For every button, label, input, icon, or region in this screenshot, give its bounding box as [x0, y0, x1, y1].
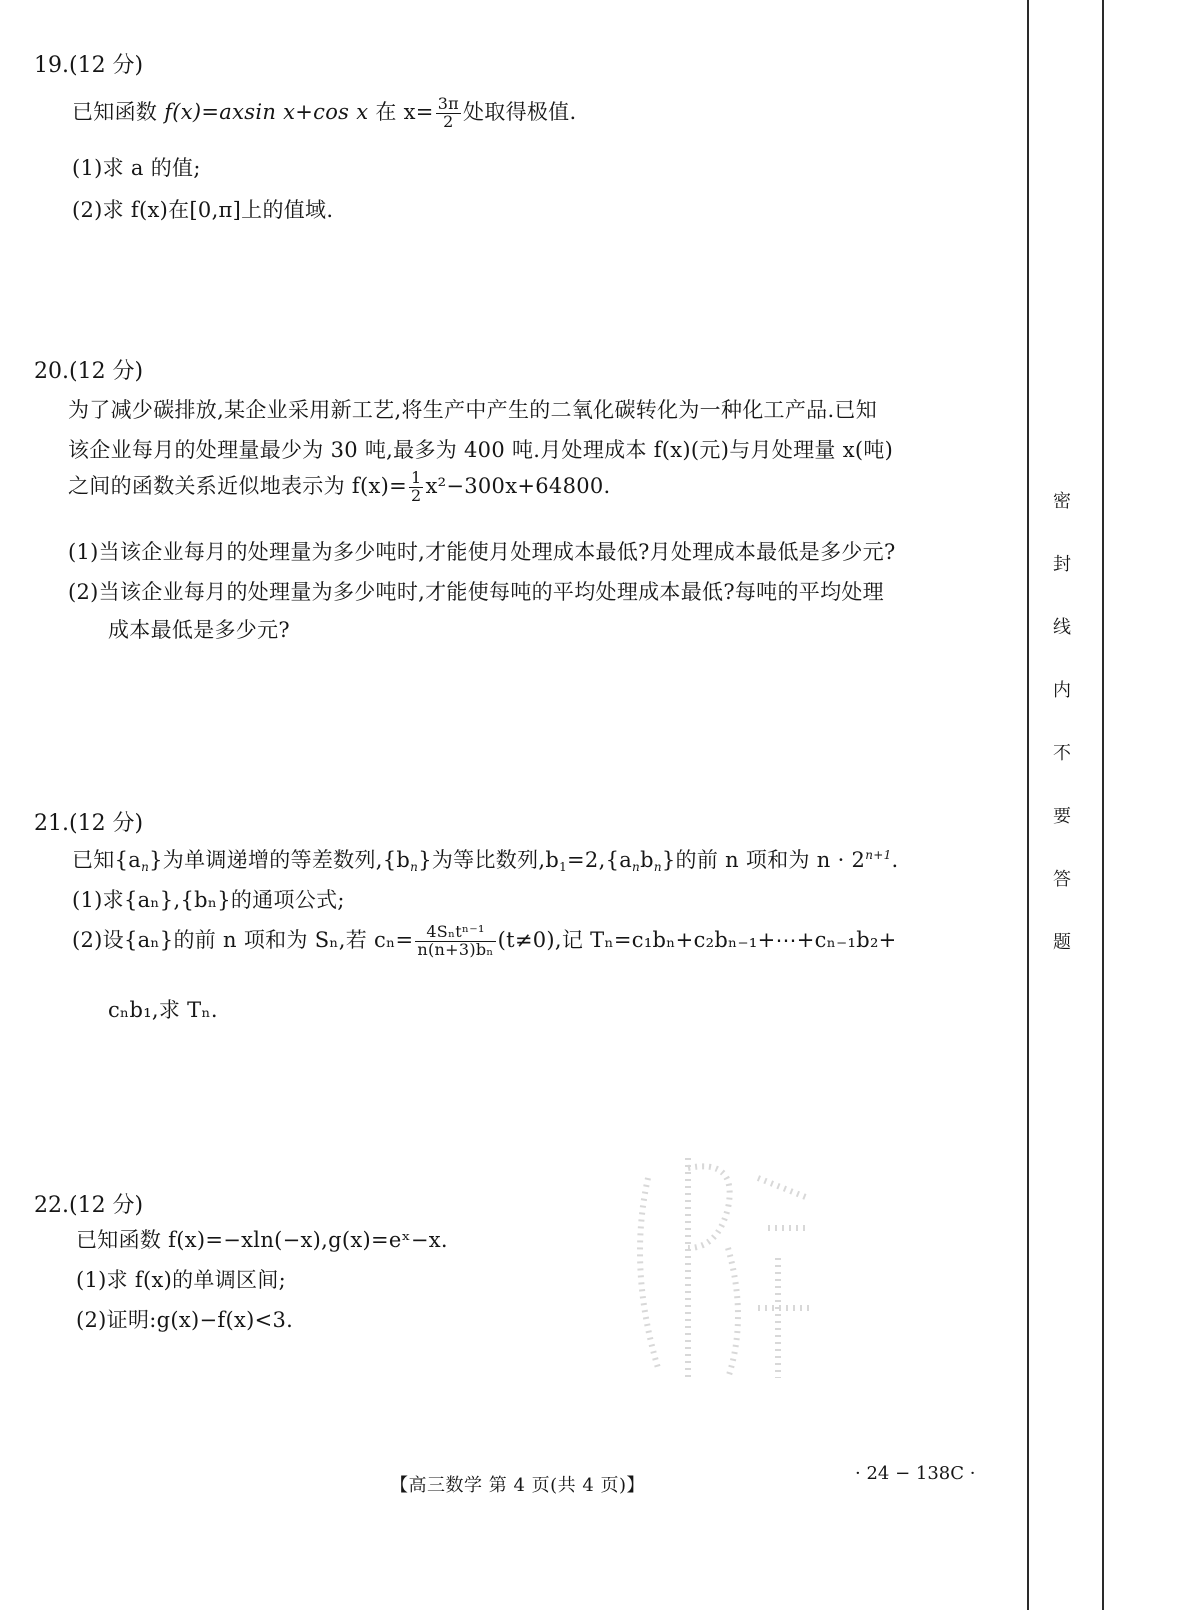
q22-line1: 已知函数 f(x)=−xln(−x),g(x)=eˣ−x. — [76, 1228, 448, 1252]
binding-rule-outer — [1027, 0, 1029, 1610]
page-footer: 【高三数学 第 4 页(共 4 页)】 — [390, 1475, 646, 1496]
q21-sub-n4: n — [653, 860, 662, 874]
q19-stem-prefix: 已知函数 — [72, 100, 165, 124]
q20-part2-cont: 成本最低是多少元? — [108, 618, 290, 642]
q19-stem-suffix: 处取得极值. — [462, 100, 577, 124]
q21-line1 — [72, 844, 899, 874]
q20-frac-num: 1 — [410, 468, 422, 488]
q20-part1: (1)当该企业每月的处理量为多少吨时,才能使月处理成本最低?月处理成本最低是多少元? — [68, 540, 896, 564]
q20-part2: (2)当该企业每月的处理量为多少吨时,才能使每吨的平均处理成本最低?每吨的平均处理 — [68, 580, 884, 604]
q21-l1-d: =2,{a — [567, 848, 633, 872]
q21-sub-n2: n — [410, 860, 419, 874]
q20-frac-den: 2 — [410, 486, 422, 505]
q19-frac-den: 2 — [443, 112, 454, 131]
q20-heading: 20.(12 分) — [34, 359, 144, 384]
binding-char: 线 — [1053, 617, 1071, 638]
q20-line1: 为了减少碳排放,某企业采用新工艺,将生产中产生的二氧化碳转化为一种化工产品.已知 — [68, 398, 878, 422]
q21-part2-prefix: (2)设{aₙ}的前 n 项和为 Sₙ,若 cₙ= — [72, 928, 414, 952]
q21-l1-b: }为单调递增的等差数列,{b — [149, 848, 411, 872]
q21-part2-cont: cₙb₁,求 Tₙ. — [108, 998, 218, 1022]
q19-stem-func: f(x)=axsin x+cos x — [164, 100, 369, 124]
q20-line3-prefix: 之间的函数关系近似地表示为 f(x)= — [68, 474, 407, 498]
binding-char: 封 — [1053, 554, 1071, 575]
q19-stem-mid: 在 x= — [368, 100, 434, 124]
q21-part1: (1)求{aₙ},{bₙ}的通项公式; — [72, 888, 345, 912]
q21-l1-exponent: n+1 — [865, 848, 892, 862]
q21-sub-n1: n — [141, 860, 150, 874]
q19-part2: (2)求 f(x)在[0,π]上的值域. — [72, 198, 334, 222]
binding-char: 内 — [1053, 680, 1071, 701]
binding-char: 不 — [1053, 743, 1071, 764]
q21-l1-e: b — [640, 848, 654, 872]
q19-fraction — [436, 96, 461, 131]
q20-line2: 该企业每月的处理量最少为 30 吨,最多为 400 吨.月处理成本 f(x)(元)与月处理量 x(吨) — [68, 438, 894, 462]
q21-l1-f: }的前 n 项和为 n · 2 — [661, 848, 866, 872]
binding-char: 要 — [1053, 806, 1071, 827]
q21-l1-a: 已知{a — [72, 848, 142, 872]
q20-line3 — [68, 470, 611, 505]
exam-code: · 24 − 138C · — [855, 1463, 976, 1484]
q19-stem — [72, 96, 576, 131]
q21-part2 — [72, 924, 897, 959]
q21-l1-c: }为等比数列,b — [418, 848, 560, 872]
binding-notice — [1048, 488, 1076, 992]
q20-fraction — [409, 470, 423, 505]
q19-heading: 19.(12 分) — [34, 53, 144, 78]
q19-part1: (1)求 a 的值; — [72, 156, 201, 180]
q21-sub-n3: n — [632, 860, 641, 874]
q22-part2: (2)证明:g(x)−f(x)<3. — [76, 1308, 294, 1332]
q21-l1-end: . — [891, 848, 899, 872]
q21-frac-den: n(n+3)bₙ — [417, 940, 494, 959]
q21-heading: 21.(12 分) — [34, 811, 144, 836]
binding-rule-inner — [1102, 0, 1104, 1610]
q22-part1: (1)求 f(x)的单调区间; — [76, 1268, 286, 1292]
q19-frac-num: 3π — [437, 94, 459, 114]
binding-char: 密 — [1053, 491, 1071, 512]
q21-fraction — [415, 924, 495, 959]
q21-frac-num: 4Sₙtⁿ⁻¹ — [415, 924, 495, 942]
binding-char: 答 — [1053, 869, 1071, 890]
watermark-seal-image — [618, 1138, 818, 1398]
binding-char: 题 — [1053, 932, 1071, 953]
q21-sub-1: 1 — [559, 860, 568, 874]
q20-line3-suffix: x²−300x+64800. — [425, 474, 611, 498]
q22-heading: 22.(12 分) — [34, 1193, 144, 1218]
q21-part2-suffix: (t≠0),记 Tₙ=c₁bₙ+c₂bₙ₋₁+⋯+cₙ₋₁b₂+ — [497, 928, 897, 952]
